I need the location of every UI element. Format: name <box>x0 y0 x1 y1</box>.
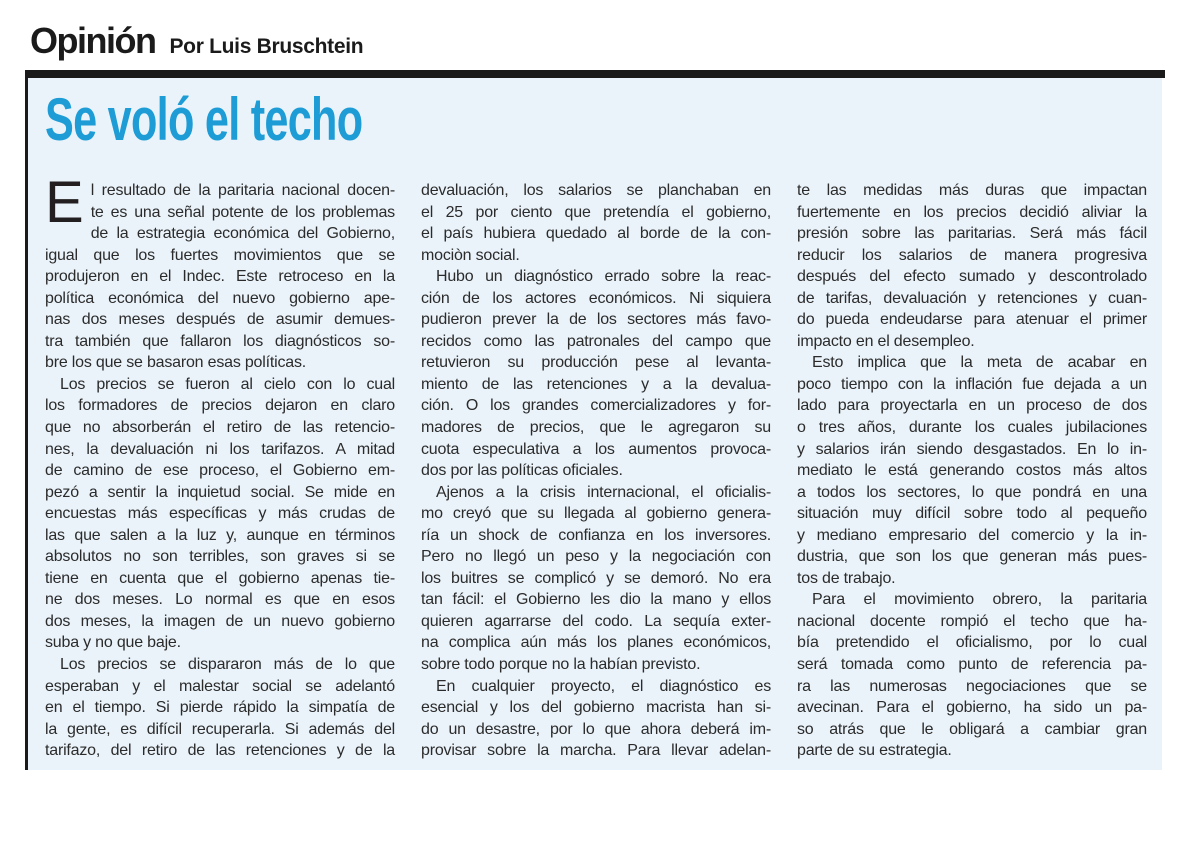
text-line: la gente, es difícil recuperarla. Si además del <box>45 720 395 738</box>
text-line: produjeron en el Indec. Este retroceso en la <box>45 268 395 286</box>
text-line: en el tiempo. Si pierde rápido la simpatía de <box>45 699 395 717</box>
text-line: el 25 por ciento que pretendía el gobierno, <box>421 203 771 221</box>
text-line: después del efecto sumado y descontrolado <box>797 268 1147 286</box>
text-line: nas dos meses después de asumir demues- <box>45 311 395 329</box>
text-line: sobre todo porque no la habían previsto. <box>421 656 701 674</box>
text-line: que no absorberán el retiro de las retencio- <box>45 419 395 437</box>
text-line: miento de las retenciones y a la devalua- <box>421 375 771 393</box>
paragraph <box>45 654 395 762</box>
byline: Por Luis Bruschtein <box>169 35 364 58</box>
top-rule <box>25 70 1165 78</box>
text-line: de la estrategia económica del Gobierno, <box>90 225 395 243</box>
paragraph <box>421 676 771 762</box>
text-line: a todos los sectores, lo que pondrá en una <box>797 483 1147 501</box>
section-title: Opinión <box>30 20 156 61</box>
text-line: tos de trabajo. <box>797 569 896 587</box>
text-line: dos por las políticas oficiales. <box>421 462 623 480</box>
text-line: na complica aún más los planes económicos, <box>421 634 771 652</box>
text-line: tan fácil: el Gobierno les dio la mano y ellos <box>421 591 771 609</box>
text-line: bía pretendido el oficialismo, por lo cual <box>797 634 1147 652</box>
text-line: reducir los salarios de manera progresiva <box>797 246 1147 264</box>
article-headline: Se voló el techo <box>45 86 363 153</box>
text-line: recidos como las patronales del campo que <box>421 332 771 350</box>
article-panel <box>25 78 1162 770</box>
text-line: situación muy difícil sobre todo al pequeño <box>797 505 1147 523</box>
text-line: tiene en cuenta que el gobierno apenas tie- <box>45 569 395 587</box>
text-line: nes, la devaluación ni los tarifazos. A mitad <box>45 440 395 458</box>
text-line: las que salen a la luz y, aunque en términos <box>45 526 395 544</box>
text-line: los formadores de precios dejaron en claro <box>45 397 395 415</box>
text-line: y mediano empresario del comercio y la in- <box>797 526 1147 544</box>
text-line: Ajenos a la crisis internacional, el oficialis- <box>436 483 771 501</box>
text-line: Esto implica que la meta de acabar en <box>812 354 1147 372</box>
text-line: quieren agarrarse del codo. La sequía exter- <box>421 612 771 630</box>
text-line: fuertemente en los precios decidió aliviar la <box>797 203 1147 221</box>
text-line: de tarifas, devaluación y retenciones y cuan- <box>797 289 1147 307</box>
text-line: Para el movimiento obrero, la paritaria <box>812 591 1147 609</box>
text-line: nacional docente rompió el techo que ha- <box>797 612 1147 630</box>
text-line: ción. O los grandes comercializadores y for- <box>421 397 771 415</box>
paragraph <box>421 482 771 676</box>
text-line: encuestas más específicas y más crudas de <box>45 505 395 523</box>
text-line: retuvieron su producción pese al levanta- <box>421 354 771 372</box>
text-line: tra también que fallaron los diagnósticos so- <box>45 332 395 350</box>
paragraph <box>797 589 1147 761</box>
article-column-3 <box>797 180 1147 762</box>
text-line: absolutos no son terribles, son graves si se <box>45 548 395 566</box>
text-line: dos meses, la imagen de un nuevo gobierno <box>45 612 395 630</box>
paragraph <box>45 170 395 374</box>
text-line: esencial y los del gobierno macrista han si- <box>421 699 771 717</box>
text-line: será tomada como punto de referencia pa- <box>797 656 1147 674</box>
text-line: En cualquier proyecto, el diagnóstico es <box>436 677 771 695</box>
text-line: ría un shock de confianza en los inversores. <box>421 526 771 544</box>
text-line: ción de los actores económicos. Ni siquiera <box>421 289 771 307</box>
text-line: tarifazo, del retiro de las retenciones y de la <box>45 742 395 760</box>
text-line: madores de precios, que le agregaron su <box>421 419 771 437</box>
article-column-1 <box>45 170 395 762</box>
text-line: de camino de ese proceso, el Gobierno em- <box>45 462 395 480</box>
text-line: do un desastre, por lo que ahora deberá im- <box>421 720 771 738</box>
text-line: dustria, que son los que generan más pues- <box>797 548 1147 566</box>
text-line: Hubo un diagnóstico errado sobre la reac- <box>436 268 771 286</box>
text-line: parte de su estrategia. <box>797 742 952 760</box>
text-line: bre los que se basaron esas políticas. <box>45 354 307 372</box>
text-line: l resultado de la paritaria nacional docen- <box>90 182 395 199</box>
text-line: poco tiempo con la inflación fue dejada a un <box>797 375 1147 393</box>
text-line: cuota especulativa a los aumentos provoca- <box>421 440 771 458</box>
text-line: Los precios se fueron al cielo con lo cual <box>60 375 395 393</box>
text-line: mediato le está generando costos más altos <box>797 462 1147 480</box>
text-line: suba y no que baje. <box>45 634 181 652</box>
text-line: o tres años, durante los cuales jubilaciones <box>797 419 1147 437</box>
text-line: do pueda endeudarse para atenuar el primer <box>797 311 1147 329</box>
text-line: Los precios se dispararon más de lo que <box>60 656 395 674</box>
drop-cap: E <box>45 170 84 235</box>
text-line: devaluación, los salarios se planchaban en <box>421 182 771 199</box>
text-line: lado para proyectarla en un proceso de dos <box>797 397 1147 415</box>
paragraph <box>45 374 395 654</box>
text-line: ne dos meses. Lo normal es que en esos <box>45 591 395 609</box>
text-line: te las medidas más duras que impactan <box>797 182 1147 199</box>
text-line: los buitres se complicó y se demoró. No era <box>421 569 771 587</box>
text-line: avecinan. Para el gobierno, ha sido un pa- <box>797 699 1147 717</box>
text-line: política económica del nuevo gobierno ape- <box>45 289 395 307</box>
text-line: y salarios irán siendo desgastados. En lo in- <box>797 440 1147 458</box>
article-columns <box>45 170 1147 762</box>
text-line: esperaban y el malestar social se adelantó <box>45 677 395 695</box>
text-line: so atrás que le obligará a cambiar gran <box>797 720 1147 738</box>
text-line: te es una señal potente de los problemas <box>90 203 395 221</box>
paragraph <box>797 352 1147 589</box>
text-line: ra las numerosas negociaciones que se <box>797 677 1147 695</box>
text-line: impacto en el desempleo. <box>797 332 975 350</box>
text-line: igual que los fuertes movimientos que se <box>45 246 395 264</box>
paragraph <box>797 180 1147 352</box>
text-line: provisar sobre la marcha. Para llevar adelan- <box>421 742 771 760</box>
article-column-2 <box>421 180 771 762</box>
text-line: presión sobre las paritarias. Será más fácil <box>797 225 1147 243</box>
paragraph <box>421 180 771 266</box>
text-line: mociòn social. <box>421 246 520 264</box>
text-line: pezó a sentir la inquietud social. Se mide en <box>45 483 395 501</box>
text-line: Pero no llegó un peso y la negociación con <box>421 548 771 566</box>
text-line: el país hubiera quedado al borde de la con- <box>421 225 771 243</box>
masthead <box>30 20 363 62</box>
text-line: pudieron prever la de los sectores más favo- <box>421 311 771 329</box>
paragraph <box>421 266 771 481</box>
text-line: mo creyó que su llegada al gobierno genera- <box>421 505 771 523</box>
